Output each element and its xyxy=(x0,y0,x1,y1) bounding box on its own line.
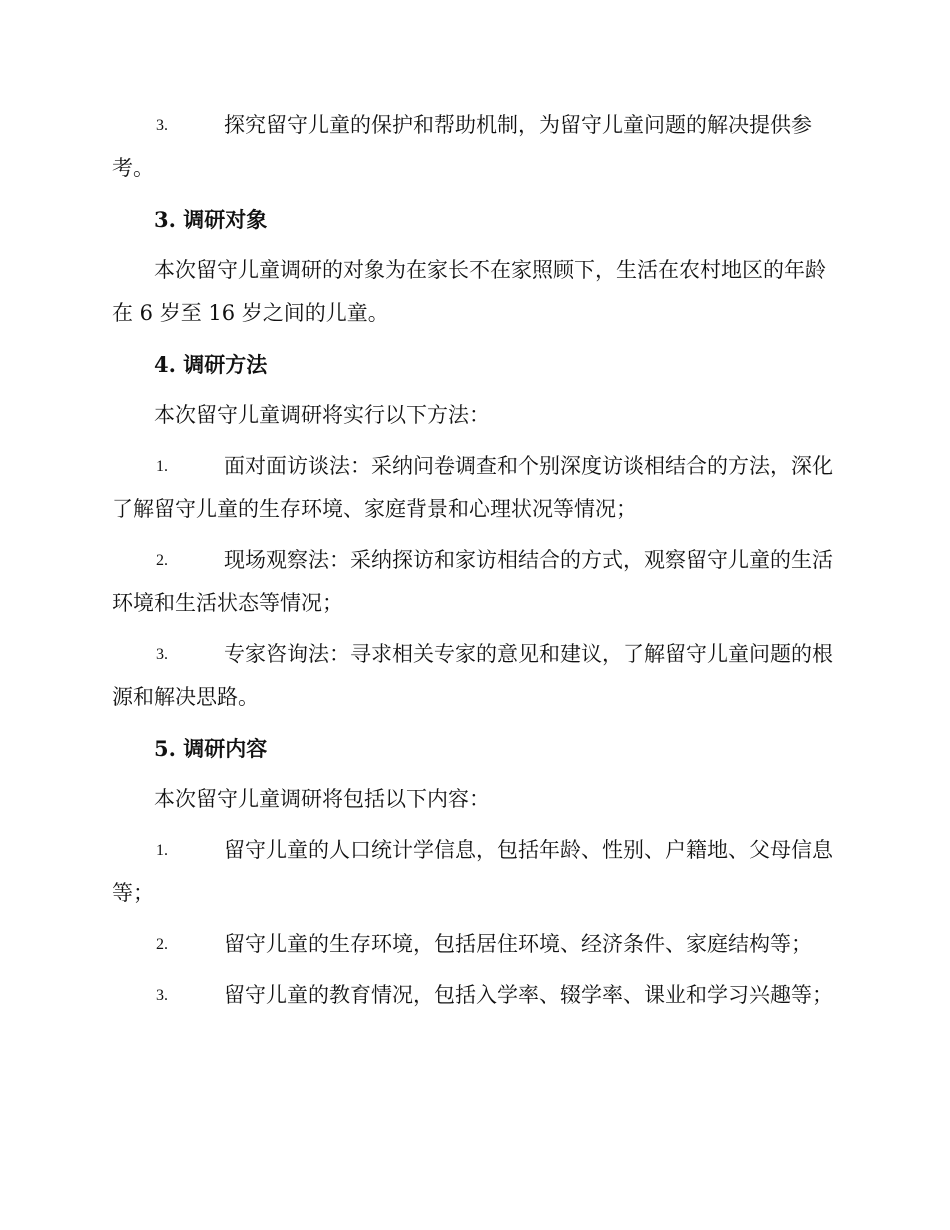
list-item-number: 3. xyxy=(156,117,168,134)
paragraph: 本次留守儿童调研将包括以下内容： xyxy=(154,787,490,811)
list-item-text: 面对面访谈法：采纳问卷调查和个别深度访谈相结合的方法，深化了解留守儿童的生存环境、家庭背景和心理状况等情况； xyxy=(112,454,833,521)
list-item-text: 留守儿童的人口统计学信息，包括年龄、性别、户籍地、父母信息等； xyxy=(112,838,833,905)
list-item-text: 现场观察法：采纳探访和家访相结合的方式，观察留守儿童的生活环境和生活状态等情况； xyxy=(112,548,833,615)
list-item-number: 2. xyxy=(156,936,168,953)
list-item xyxy=(112,974,834,1017)
section-heading: 3. 调研对象 xyxy=(154,207,268,232)
list-item-number: 3. xyxy=(156,646,168,663)
list-item xyxy=(112,104,834,190)
paragraph: 本次留守儿童调研将实行以下方法： xyxy=(154,403,490,427)
list-item-number: 2. xyxy=(156,552,168,569)
list-item-text: 留守儿童的生存环境，包括居住环境、经济条件、家庭结构等； xyxy=(224,932,812,956)
list-item-text: 留守儿童的教育情况，包括入学率、辍学率、课业和学习兴趣等； xyxy=(224,983,833,1007)
list-item xyxy=(112,445,834,531)
section-heading: 5. 调研内容 xyxy=(154,736,268,761)
list-item xyxy=(112,633,834,719)
list-item xyxy=(112,923,834,966)
list-item-number: 1. xyxy=(156,842,168,859)
list-item-number: 3. xyxy=(156,987,168,1004)
document-page xyxy=(112,104,834,1025)
list-item xyxy=(112,539,834,625)
list-item-text: 探究留守儿童的保护和帮助机制，为留守儿童问题的解决提供参考。 xyxy=(112,113,812,180)
section-heading: 4. 调研方法 xyxy=(154,352,268,377)
list-item xyxy=(112,829,834,915)
list-item-number: 1. xyxy=(156,458,168,475)
paragraph: 本次留守儿童调研的对象为在家长不在家照顾下，生活在农村地区的年龄在 6 岁至 16 岁之间的儿童。 xyxy=(112,258,826,325)
list-item-text: 专家咨询法：寻求相关专家的意见和建议，了解留守儿童问题的根源和解决思路。 xyxy=(112,642,833,709)
